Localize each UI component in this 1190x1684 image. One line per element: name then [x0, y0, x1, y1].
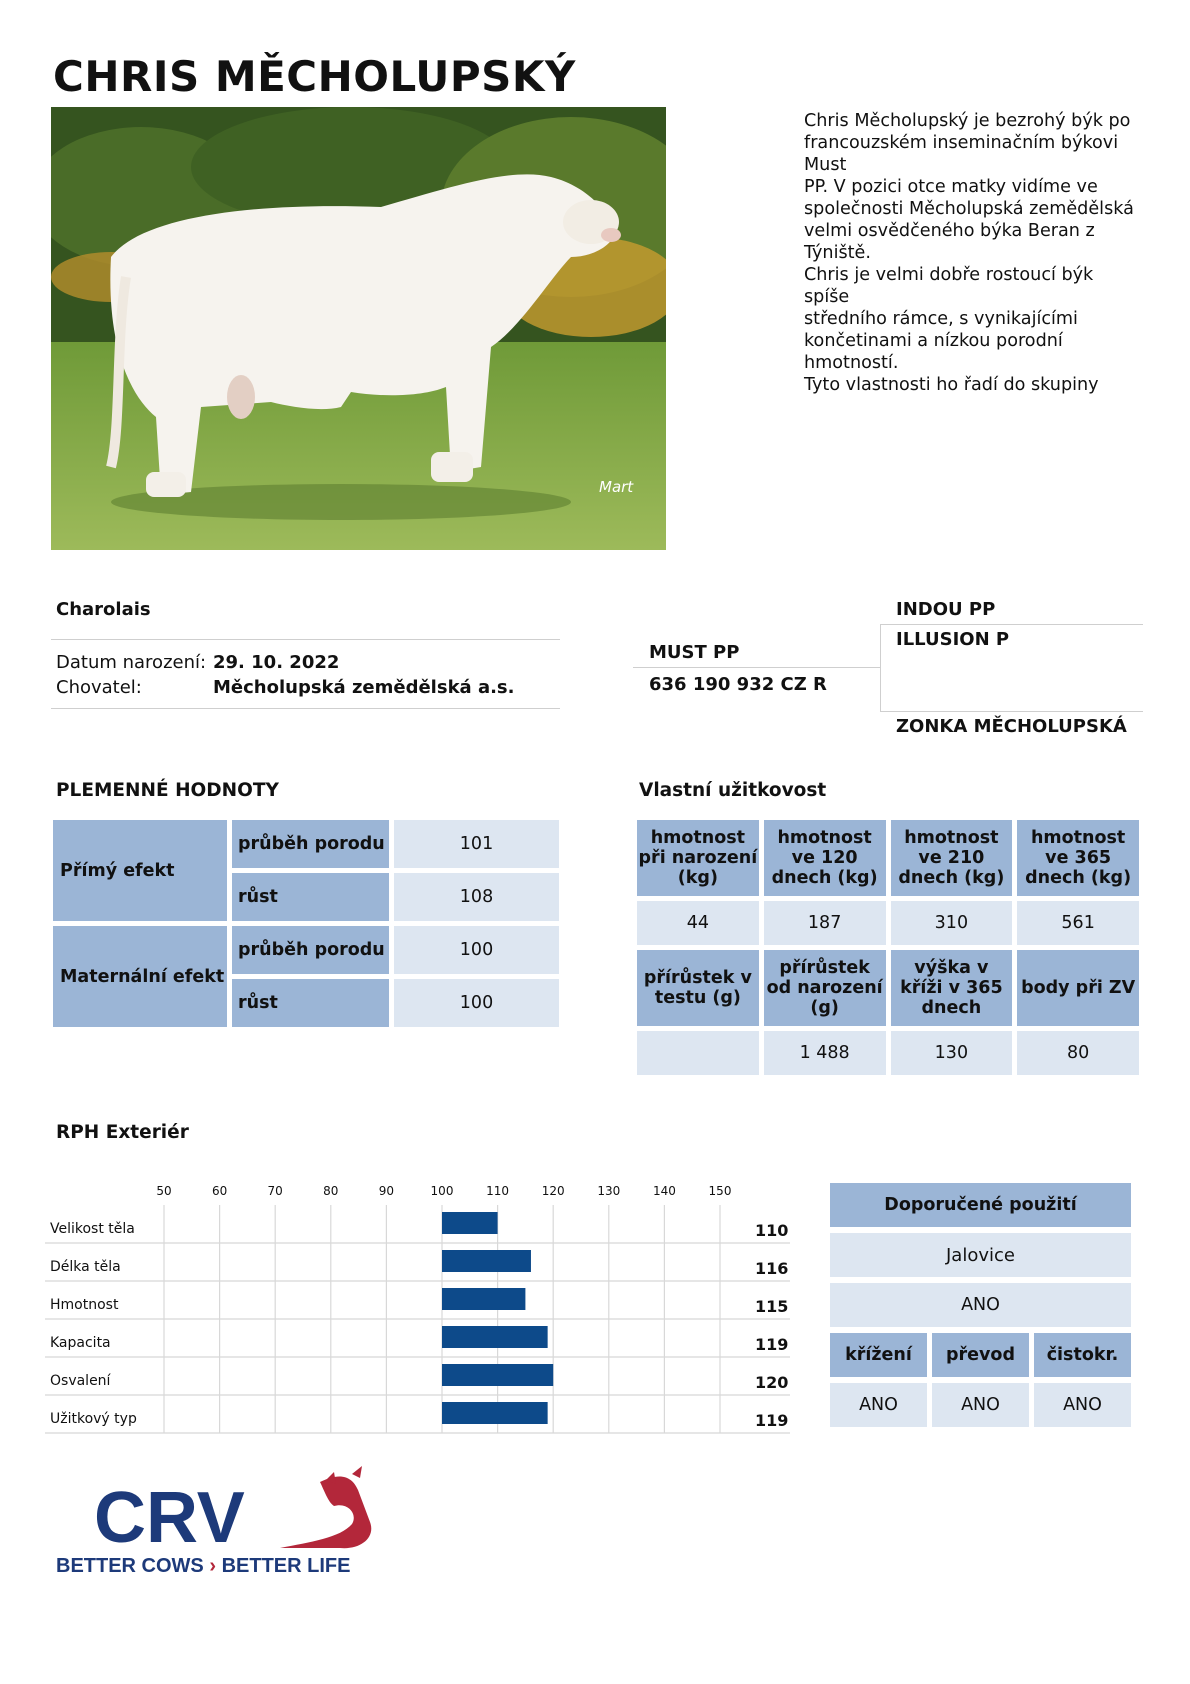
perf-value: 44 [637, 901, 759, 945]
breed: Charolais [56, 599, 151, 620]
perf-header: přírůstek od narození (g) [764, 950, 886, 1026]
crv-logo [90, 1462, 420, 1562]
perf-value: 561 [1017, 901, 1139, 945]
description-line: spíše [804, 287, 850, 307]
trait-label: průběh porodu [232, 820, 389, 868]
trait-value: 108 [394, 873, 559, 921]
perf-header: hmotnost ve 120 dnech (kg) [764, 820, 886, 896]
bull-photo [51, 107, 666, 550]
pedigree-dam: ZONKA MĚCHOLUPSKÁ [896, 716, 1127, 737]
pedigree-sire-sire: INDOU PP [896, 599, 996, 620]
bar [442, 1364, 553, 1386]
breeding-values-title: PLEMENNÉ HODNOTY [56, 780, 279, 801]
description-line: společnosti Měcholupská zemědělská [804, 199, 1134, 219]
perf-value: 310 [891, 901, 1013, 945]
divider [880, 711, 1143, 712]
description-line: Chris Měcholupský je bezrohý býk po [804, 111, 1131, 131]
x-tick-label: 130 [597, 1184, 621, 1198]
use-col-upgrading: převod [932, 1333, 1029, 1377]
pedigree-bracket [880, 624, 881, 712]
data-label: 115 [755, 1297, 789, 1316]
data-label: 119 [755, 1411, 789, 1430]
description [804, 110, 1149, 396]
group-label: Maternální efekt [53, 926, 227, 1027]
description-line: středního rámce, s vynikajícími [804, 309, 1078, 329]
data-label: 120 [755, 1373, 789, 1392]
pedigree-sire-id: 636 190 932 CZ R [649, 674, 827, 695]
breeder-label: Chovatel: [56, 677, 142, 698]
description-line: Chris je velmi dobře rostoucí býk [804, 265, 1094, 285]
pedigree-sire-dam: ILLUSION P [896, 629, 1010, 650]
perf-value [637, 1031, 759, 1075]
slogan-right: BETTER LIFE [221, 1555, 351, 1577]
perf-header: body při ZV [1017, 950, 1139, 1026]
bar [442, 1288, 525, 1310]
use-col-crossbreeding: křížení [830, 1333, 927, 1377]
heifers-label: Jalovice [830, 1233, 1131, 1277]
bar [442, 1212, 498, 1234]
description-line: hmotností. [804, 353, 899, 373]
x-tick-label: 80 [323, 1184, 339, 1198]
use-val-upgrading: ANO [932, 1383, 1029, 1427]
data-label: 110 [755, 1221, 789, 1240]
description-line: velmi osvědčeného býka Beran z [804, 221, 1095, 241]
divider [880, 624, 1143, 625]
logo-text: CRV [94, 1478, 245, 1558]
x-tick-label: 90 [378, 1184, 395, 1198]
x-tick-label: 110 [486, 1184, 510, 1198]
perf-value: 80 [1017, 1031, 1139, 1075]
description-line: PP. V pozici otce matky vidíme ve [804, 177, 1098, 197]
bar [442, 1250, 531, 1272]
trait-label: růst [232, 979, 389, 1027]
birth-date-label: Datum narození: [56, 652, 207, 673]
perf-value: 1 488 [764, 1031, 886, 1075]
divider [51, 639, 560, 640]
bar [442, 1402, 548, 1424]
description-line: končetinami a nízkou porodní [804, 331, 1063, 351]
perf-header: přírůstek v testu (g) [637, 950, 759, 1026]
slogan-left: BETTER COWS [56, 1555, 204, 1577]
perf-value: 130 [891, 1031, 1013, 1075]
category-label: Užitkový typ [50, 1411, 137, 1427]
breeder-value: Měcholupská zemědělská a.s. [213, 677, 515, 698]
exterior-title: RPH Exteriér [56, 1122, 189, 1143]
category-label: Délka těla [50, 1259, 121, 1275]
perf-value: 187 [764, 901, 886, 945]
trait-value: 101 [394, 820, 559, 868]
x-tick-label: 140 [652, 1184, 676, 1198]
pedigree-sire: MUST PP [649, 642, 740, 663]
bar [442, 1326, 548, 1348]
description-line: Týniště. [804, 243, 871, 263]
slogan-arrow: › [209, 1555, 217, 1577]
divider [633, 667, 880, 668]
use-val-crossbreeding: ANO [830, 1383, 927, 1427]
performance-title: Vlastní užitkovost [639, 780, 827, 801]
x-tick-label: 60 [211, 1184, 228, 1198]
category-label: Osvalení [50, 1373, 111, 1389]
slogan [56, 1555, 350, 1578]
group-label: Přímý efekt [53, 820, 227, 921]
photo-watermark: Mart [599, 478, 634, 496]
x-tick-label: 50 [156, 1184, 172, 1198]
perf-header: hmotnost ve 210 dnech (kg) [891, 820, 1013, 896]
category-label: Velikost těla [50, 1221, 135, 1237]
trait-label: průběh porodu [232, 926, 389, 974]
data-label: 116 [755, 1259, 789, 1278]
recommended-title: Doporučené použití [830, 1183, 1131, 1227]
use-val-purebred: ANO [1034, 1383, 1131, 1427]
birth-date-value: 29. 10. 2022 [213, 652, 340, 673]
exterior-chart [45, 1175, 805, 1435]
category-label: Hmotnost [50, 1297, 119, 1313]
data-label: 119 [755, 1335, 789, 1354]
perf-header: hmotnost při narození (kg) [637, 820, 759, 896]
use-col-purebred: čistokr. [1034, 1333, 1131, 1377]
trait-label: růst [232, 873, 389, 921]
x-tick-label: 100 [430, 1184, 454, 1198]
perf-header: hmotnost ve 365 dnech (kg) [1017, 820, 1139, 896]
x-tick-label: 150 [708, 1184, 732, 1198]
description-line: francouzském inseminačním býkovi [804, 133, 1119, 153]
x-tick-label: 70 [267, 1184, 283, 1198]
description-line: Must [804, 155, 847, 175]
page-title: CHRIS MĚCHOLUPSKÝ [53, 52, 576, 101]
description-line: Tyto vlastnosti ho řadí do skupiny [804, 375, 1099, 395]
divider [51, 708, 560, 709]
category-label: Kapacita [50, 1335, 111, 1351]
heifers-value: ANO [830, 1283, 1131, 1327]
performance-table [632, 815, 1144, 1080]
trait-value: 100 [394, 926, 559, 974]
perf-header: výška v kříži v 365 dnech [891, 950, 1013, 1026]
trait-value: 100 [394, 979, 559, 1027]
x-tick-label: 120 [541, 1184, 565, 1198]
breeding-values-table [48, 815, 564, 1032]
